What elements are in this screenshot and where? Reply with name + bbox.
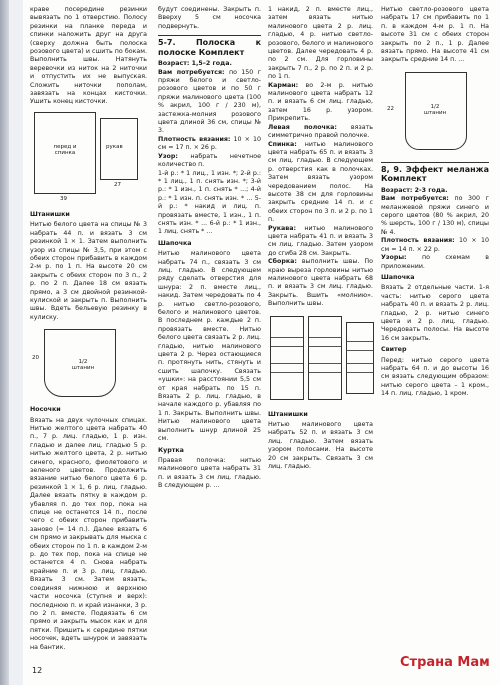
col4-pattern: Узоры: по схемам в приложении. [381, 254, 489, 270]
col4-hat: Вязать 2 отдельные части. 1-я часть: нитью серого цвета набрать 40 п. и вязать 2 р. лиц. гладью, 2 р. нитью синего цвета и 2 р. лиц. гладью. Чередовать полосы. На высоте 16 см закрыть. [381, 284, 489, 342]
column-4 [381, 6, 489, 399]
dim-sleeve: 27 [114, 181, 121, 188]
pants-label: 1/2 штанин [71, 359, 95, 372]
col4-dim: 22 [387, 105, 394, 112]
watermark-logo: Страна Мам [400, 655, 490, 670]
col3-pants-title: Штанишки [268, 410, 308, 418]
sweater-pattern-diagram [30, 110, 147, 208]
column-3 [268, 6, 373, 471]
col3-pockets: Карман: во 2-м р. нитью малинового цвета набрать 12 п. и вязать 6 см лиц. гладью, затем 16 р. узором. Прикрепить. [268, 81, 373, 123]
col2-age: Возраст: 1,5–2 года. [158, 60, 232, 68]
col2-intro: будут соединены. Закрыть п. Вверху 5 см носочка подвернуть. [158, 6, 261, 30]
col3-pants: Нитью малинового цвета набрать 52 п. и вязать 3 см лиц. гладью. Затем вязать узором полосами. На высоте 20 см закрыть. Связать 3 см лиц. гладью. [268, 421, 373, 471]
jacket-diagram [268, 312, 373, 408]
col2-rows: 1-й р.: * 1 лиц., 1 изн. *; 2-й р.: * 1 лиц., 1 п. снять изн. *; 3-й р.: * 1 изн., 1 п. снять * ...; 4-й р.: * 1 изн. п. снять изн. * ... 5-й р.: * накид и лиц. п. провязать вместе, 1 изн., 1 п. снять изн. * ... 6-й р.: * 1 изн., 1 лиц. снять * ... [158, 169, 261, 236]
col4-pants-diagram [381, 68, 489, 158]
hat-text: Нитью малинового цвета набрать 74 п., связать 3 см лиц. гладью. В следующем ряду сделать отверстия для шнура: 2 п. вместе лиц., накид. Затем чередовать по 4 р. нитью светло-розового, белого и малинового цветов. В последнем р. каждые 2 п. провязать вместе. Нитью белого цвета связать 2 р. лиц. гладью, нитью малинового цвета 2 р. Через остающиеся п. протянуть нить, стянуть и сшить шапочку. Связать «ушки»: на расстоянии 5,5 см от края набрать по 15 п. Вязать 2 р. лиц. гладью, в начале каждого р. убавляя по 1 п. Закрыть. Выполнить швы. Нитью малинового цвета выполнить шнур длиной 25 см. [158, 250, 261, 443]
jacket-text: Правая полочка: нитью малинового цвета набрать 31 п. и вязать 3 см лиц. гладью. В следующем р. ... [158, 456, 261, 490]
socks-text: Вязать на двух чулочных спицах. Нитью желтого цвета набрать 40 п., 7 р. лиц. гладью, 1 р. изн. гладью и далее лиц. гладью 5 р. нитью желтого цвета, 2 р. нитью синего, красного, фиолетового и зеленого цветов. Продолжить вязание нитью белого цвета 6 р. резинкой 1 × 1, 6 р. лиц. гладью. Далее вязать пятку в каждом р. убавляя п. до тех пор, пока на спице не останется 14 п., после чего с обеих сторон прибавить заново (= 14 п.). Далее вязать 6 см прямо и закрывать для мыска с обеих сторон по 1 п. в каждом 2-м р. до тех пор, пока на спице не останется 4 п. Снова набрать крайние п. и 3 р. лиц. гладью. Вязать 3 см. Затем вязать, соединяя нижнюю и верхнюю части носочка (ступня и верх): последнюю п. и край изнанки, 3 р. по 2 п. вместе. Подвязать 6 см прямо и закрыть мысок как и для пятки. Пришить к середине пятки носочек, вдеть шнурок и завязать на бантик. [30, 416, 147, 651]
hat-title: Шапочка [158, 239, 192, 247]
col4-sweater: Перед: нитью серого цвета набрать 64 п. и до высоты 16 см вязать следующим образом: нитью серого цвета – 1 кром., 14 п. лиц. гладью, 1 кром. [381, 356, 489, 398]
col2-materials: Вам потребуется: по 150 г пряжи белого и светло-розового цветов и по 50 г пряжи малинового цвета (100 % акрил, 100 г / 230 м), застежка-молния розового цвета длиной 36 см, спицы № 3. [158, 68, 261, 135]
section-5-7-title: 5-7. Полоска к полоске Комплект [158, 35, 261, 57]
col2-density: Плотность вязания: 10 × 10 см = 17 п. × 26 р. [158, 135, 261, 152]
right-front-shape [270, 316, 304, 400]
sleeve-stripe-shape [346, 322, 374, 394]
left-front-shape [308, 316, 342, 400]
front-back-label: перед и спинка [53, 143, 77, 156]
page-number: 12 [32, 666, 43, 675]
pants-text: Нитью белого цвета на спицы № 3 набрать 44 п. и вязать 3 см резинкой 1 × 1. Затем выполнить узор из спицы № 3,5, при этом с обеих сторон прибавить в каждом 2-м р. по 1 п. На высоте 20 см закрыть с обеих сторон по 3 п., 2 р. по 2 п. Далее 18 см вязать прямо, а 3 см двойной резинкой-кулиской и закрыть п. Выполнить швы. Вдеть бельевую резинку в кулиску. [30, 221, 147, 321]
col4-materials: Вам потребуется: по 300 г меланжевой пряжи синего и серого цветов (80 % акрил, 20 % шерсть, 100 г / 130 м), спицы № 4. [381, 195, 489, 236]
col4-pants-label: 1/2 штанин [423, 103, 447, 116]
dim-width: 39 [60, 195, 67, 202]
col1-intro: кравe посередине резинки вывязать по 1 отверстию. Полосу резинки на планке переда и спинки наложить друг на друга (сверху должна быть полоска розового цвета) и сшить по бокам. Выполнить швы. Натянуть веревочки из ниток на 2 ниточки и отпустить их не выпуская. Сложить ниточки пополам, завязать на концах кисточки. Ушить конец кисточки. [30, 6, 147, 106]
sleeve-label: рукав [106, 143, 123, 150]
socks-title: Носочки [30, 406, 61, 414]
col3-assembly: Сборка: выполнить швы. По краю выреза горловины нитью малинового цвета набрать 68 п. и вязать 3 см лиц. гладью. Закрыть. Вшить «молнию». Выполнить швы. [268, 258, 373, 308]
col4-intro: Нитью светло-розового цвета набрать 17 см прибавить по 1 п. в каждом 4-м р. 1 п. На высоте 31 см с обеих сторон закрыть по 2 п., 1 р. Далее вязать прямо. На высоте 41 см закрыть средние 14 п. ... [381, 6, 489, 64]
pants-title: Штанишки [30, 210, 70, 218]
col3-left: Левая полочка: вязать симметрично правой полочке. [268, 123, 373, 140]
col4-hat-title: Шапочка [381, 273, 415, 281]
col3-sleeve: Рукава: нитью малинового цвета набрать 41 п. и вязать 3 см лиц. гладью. Затем узором до сгиба 28 см. Закрыть. [268, 224, 373, 257]
pants-diagram [30, 325, 147, 403]
section-8-9-title: 8, 9. Эффект меланжа Комплект [381, 162, 489, 184]
page-edge [9, 0, 23, 685]
col3-back: Спинка: нитью малинового цвета набрать 65 п. и вязать 3 см лиц. гладью. В следующем р. отверстия как в полочках. Затем вязать узором чередованием полос. На высоте 38 см для горловины закрыть средние 14 п. и с обеих сторон по 3 п. и 2 р. по 1 п. [268, 140, 373, 224]
page-edge-shadow [0, 0, 9, 685]
col4-sweater-title: Свитер [381, 346, 407, 354]
column-1 [30, 6, 147, 652]
col3-intro: 1 накид, 2 п. вместе лиц., затем вязать нитью малинового цвета 2 р. лиц. гладью, 4 р. нитью светло-розового, белого и малинового цветов. Далее чередовать 4 р. по 2 см. Для горловины закрыть 7 п., 2 р. по 2 п. и 2 р. по 1 п. [268, 6, 373, 81]
col4-age: Возраст: 2-3 года. [381, 186, 448, 194]
dim-pants: 20 [32, 355, 39, 362]
col2-pattern: Узор: набрать нечетное количество п. [158, 152, 261, 169]
jacket-title: Куртка [158, 446, 184, 454]
col4-density: Плотность вязания: 10 × 10 см = 14 п. × 22 р. [381, 237, 489, 253]
column-2 [158, 6, 261, 491]
